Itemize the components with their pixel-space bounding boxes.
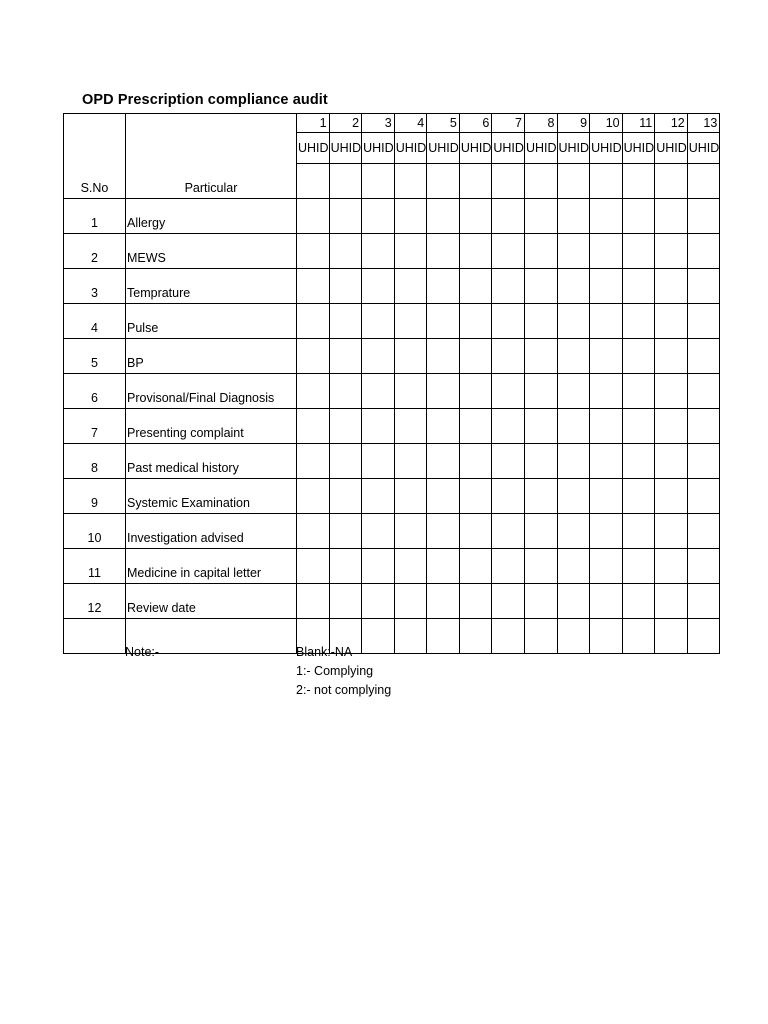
header-entry-cell (362, 164, 395, 199)
note-line: 2:- not complying (296, 683, 392, 697)
audit-entry-cell[interactable] (297, 303, 330, 338)
audit-entry-cell[interactable] (362, 513, 395, 548)
uhid-label-cell: UHID (590, 133, 623, 164)
audit-entry-cell[interactable] (329, 513, 362, 548)
audit-entry-cell[interactable] (394, 583, 427, 618)
patient-number-cell: 7 (492, 114, 525, 133)
audit-entry-cell[interactable] (459, 513, 492, 548)
note-line: 1:- Complying (296, 664, 374, 678)
audit-entry-cell[interactable] (492, 443, 525, 478)
table-row (64, 373, 720, 408)
audit-entry-cell[interactable] (590, 268, 623, 303)
audit-entry-cell[interactable] (329, 548, 362, 583)
uhid-label-cell: UHID (622, 133, 655, 164)
audit-entry-cell[interactable] (394, 548, 427, 583)
audit-entry-cell[interactable] (329, 583, 362, 618)
audit-entry-cell[interactable] (590, 373, 623, 408)
table-row (64, 478, 720, 513)
sno-cell: 9 (64, 478, 126, 513)
audit-entry-cell[interactable] (329, 233, 362, 268)
table-row (64, 303, 720, 338)
particular-header: Particular (126, 164, 297, 199)
audit-table (63, 113, 720, 654)
audit-entry-cell[interactable] (427, 618, 460, 653)
audit-entry-cell[interactable] (362, 618, 395, 653)
audit-entry-cell[interactable] (687, 338, 720, 373)
audit-entry-cell[interactable] (557, 373, 590, 408)
audit-entry-cell[interactable] (524, 548, 557, 583)
particular-cell: Temprature (126, 268, 297, 303)
particular-cell: Allergy (126, 198, 297, 233)
audit-entry-cell[interactable] (524, 303, 557, 338)
audit-entry-cell[interactable] (590, 303, 623, 338)
audit-entry-cell[interactable] (524, 373, 557, 408)
sno-cell: 5 (64, 338, 126, 373)
audit-entry-cell[interactable] (362, 303, 395, 338)
audit-entry-cell[interactable] (427, 303, 460, 338)
audit-entry-cell[interactable] (655, 408, 688, 443)
patient-number-row (64, 114, 720, 133)
header-entry-cell (590, 164, 623, 199)
audit-entry-cell[interactable] (557, 268, 590, 303)
table-row (64, 338, 720, 373)
audit-entry-cell[interactable] (622, 338, 655, 373)
audit-entry-cell[interactable] (492, 583, 525, 618)
uhid-label-cell: UHID (362, 133, 395, 164)
audit-entry-cell[interactable] (362, 338, 395, 373)
audit-entry-cell[interactable] (622, 618, 655, 653)
audit-entry-cell[interactable] (459, 618, 492, 653)
uhid-label-cell: UHID (427, 133, 460, 164)
particular-cell: Medicine in capital letter (126, 548, 297, 583)
audit-entry-cell[interactable] (622, 373, 655, 408)
audit-entry-cell[interactable] (362, 583, 395, 618)
header-entry-cell (655, 164, 688, 199)
audit-entry-cell[interactable] (459, 548, 492, 583)
audit-entry-cell[interactable] (557, 338, 590, 373)
audit-entry-cell[interactable] (687, 478, 720, 513)
uhid-label-cell: UHID (524, 133, 557, 164)
audit-entry-cell[interactable] (590, 513, 623, 548)
patient-number-cell: 4 (394, 114, 427, 133)
sno-cell: 8 (64, 443, 126, 478)
uhid-row (64, 133, 720, 164)
audit-entry-cell[interactable] (427, 513, 460, 548)
patient-number-cell: 10 (590, 114, 623, 133)
audit-entry-cell[interactable] (590, 408, 623, 443)
header-entry-cell (459, 164, 492, 199)
audit-entry-cell[interactable] (427, 478, 460, 513)
audit-entry-cell[interactable] (459, 478, 492, 513)
audit-entry-cell[interactable] (459, 443, 492, 478)
patient-number-cell: 13 (687, 114, 720, 133)
audit-entry-cell[interactable] (297, 583, 330, 618)
audit-entry-cell[interactable] (394, 618, 427, 653)
audit-entry-cell[interactable] (687, 373, 720, 408)
sno-cell (64, 618, 126, 653)
audit-entry-cell[interactable] (557, 618, 590, 653)
audit-entry-cell[interactable] (492, 513, 525, 548)
audit-entry-cell[interactable] (557, 513, 590, 548)
table-row (64, 583, 720, 618)
audit-entry-cell[interactable] (655, 583, 688, 618)
audit-entry-cell[interactable] (590, 443, 623, 478)
uhid-label-cell: UHID (459, 133, 492, 164)
audit-entry-cell[interactable] (427, 233, 460, 268)
audit-entry-cell[interactable] (590, 583, 623, 618)
particular-cell: MEWS (126, 233, 297, 268)
header-entry-cell (492, 164, 525, 199)
audit-entry-cell[interactable] (297, 338, 330, 373)
audit-entry-cell[interactable] (459, 303, 492, 338)
audit-entry-cell[interactable] (329, 268, 362, 303)
audit-entry-cell[interactable] (557, 408, 590, 443)
sno-cell: 7 (64, 408, 126, 443)
audit-entry-cell[interactable] (492, 548, 525, 583)
particular-header-spacer (126, 114, 297, 133)
audit-entry-cell[interactable] (687, 583, 720, 618)
audit-entry-cell[interactable] (394, 233, 427, 268)
audit-entry-cell[interactable] (297, 373, 330, 408)
patient-number-cell: 3 (362, 114, 395, 133)
audit-entry-cell[interactable] (492, 338, 525, 373)
audit-entry-cell[interactable] (622, 443, 655, 478)
audit-entry-cell[interactable] (394, 443, 427, 478)
audit-entry-cell[interactable] (655, 303, 688, 338)
uhid-label-cell: UHID (329, 133, 362, 164)
audit-entry-cell[interactable] (362, 408, 395, 443)
particular-cell: Provisonal/Final Diagnosis (126, 373, 297, 408)
audit-entry-cell[interactable] (687, 548, 720, 583)
audit-entry-cell[interactable] (394, 373, 427, 408)
audit-entry-cell[interactable] (687, 268, 720, 303)
header-entry-cell (297, 164, 330, 199)
particular-cell: Past medical history (126, 443, 297, 478)
audit-entry-cell[interactable] (524, 198, 557, 233)
sno-cell: 2 (64, 233, 126, 268)
audit-entry-cell[interactable] (524, 268, 557, 303)
audit-entry-cell[interactable] (362, 443, 395, 478)
page-title: OPD Prescription compliance audit (82, 92, 328, 108)
patient-number-cell: 5 (427, 114, 460, 133)
audit-entry-cell[interactable] (524, 338, 557, 373)
audit-entry-cell[interactable] (394, 408, 427, 443)
audit-entry-cell[interactable] (459, 233, 492, 268)
audit-entry-cell[interactable] (622, 268, 655, 303)
header-entry-cell (524, 164, 557, 199)
audit-entry-cell[interactable] (655, 478, 688, 513)
audit-entry-cell[interactable] (492, 198, 525, 233)
sno-header-spacer (64, 114, 126, 133)
audit-entry-cell[interactable] (524, 478, 557, 513)
audit-entry-cell[interactable] (655, 373, 688, 408)
audit-entry-cell[interactable] (329, 443, 362, 478)
header-entry-cell (687, 164, 720, 199)
audit-entry-cell[interactable] (394, 513, 427, 548)
audit-entry-cell[interactable] (524, 513, 557, 548)
audit-entry-cell[interactable] (622, 583, 655, 618)
audit-entry-cell[interactable] (459, 198, 492, 233)
sno-cell: 4 (64, 303, 126, 338)
audit-entry-cell[interactable] (297, 408, 330, 443)
sno-cell: 3 (64, 268, 126, 303)
audit-entry-cell[interactable] (362, 478, 395, 513)
patient-number-cell: 8 (524, 114, 557, 133)
patient-number-cell: 12 (655, 114, 688, 133)
audit-entry-cell[interactable] (687, 198, 720, 233)
audit-entry-cell[interactable] (590, 338, 623, 373)
audit-entry-cell[interactable] (297, 268, 330, 303)
note-line: Blank:-NA (296, 645, 353, 659)
audit-entry-cell[interactable] (590, 618, 623, 653)
particular-header-spacer (126, 133, 297, 164)
table-row (64, 268, 720, 303)
audit-entry-cell[interactable] (297, 478, 330, 513)
audit-entry-cell[interactable] (557, 583, 590, 618)
column-header-row (64, 164, 720, 199)
audit-entry-cell[interactable] (394, 478, 427, 513)
audit-entry-cell[interactable] (492, 268, 525, 303)
audit-entry-cell[interactable] (622, 408, 655, 443)
patient-number-cell: 1 (297, 114, 330, 133)
audit-entry-cell[interactable] (557, 478, 590, 513)
particular-cell: BP (126, 338, 297, 373)
audit-entry-cell[interactable] (492, 618, 525, 653)
header-entry-cell (622, 164, 655, 199)
audit-entry-cell[interactable] (655, 338, 688, 373)
audit-entry-cell[interactable] (427, 268, 460, 303)
audit-entry-cell[interactable] (492, 233, 525, 268)
audit-entry-cell[interactable] (622, 548, 655, 583)
audit-entry-cell[interactable] (655, 233, 688, 268)
table-row (64, 198, 720, 233)
audit-entry-cell[interactable] (297, 548, 330, 583)
audit-entry-cell[interactable] (557, 198, 590, 233)
audit-entry-cell[interactable] (557, 303, 590, 338)
audit-entry-cell[interactable] (557, 233, 590, 268)
audit-entry-cell[interactable] (655, 618, 688, 653)
audit-entry-cell[interactable] (394, 303, 427, 338)
particular-cell: Systemic Examination (126, 478, 297, 513)
audit-entry-cell[interactable] (622, 303, 655, 338)
audit-entry-cell[interactable] (492, 408, 525, 443)
audit-entry-cell[interactable] (622, 233, 655, 268)
audit-entry-cell[interactable] (655, 268, 688, 303)
audit-entry-cell[interactable] (297, 443, 330, 478)
sno-header: S.No (64, 164, 126, 199)
audit-entry-cell[interactable] (687, 443, 720, 478)
audit-entry-cell[interactable] (362, 373, 395, 408)
table-row (64, 233, 720, 268)
sno-cell: 6 (64, 373, 126, 408)
audit-entry-cell[interactable] (427, 408, 460, 443)
uhid-label-cell: UHID (492, 133, 525, 164)
audit-entry-cell[interactable] (524, 618, 557, 653)
header-entry-cell (394, 164, 427, 199)
audit-entry-cell[interactable] (492, 478, 525, 513)
audit-entry-cell[interactable] (329, 338, 362, 373)
audit-entry-cell[interactable] (655, 198, 688, 233)
patient-number-cell: 6 (459, 114, 492, 133)
audit-entry-cell[interactable] (427, 548, 460, 583)
audit-entry-cell[interactable] (329, 373, 362, 408)
audit-entry-cell[interactable] (557, 443, 590, 478)
audit-entry-cell[interactable] (427, 443, 460, 478)
audit-entry-cell[interactable] (687, 408, 720, 443)
header-entry-cell (329, 164, 362, 199)
audit-entry-cell[interactable] (622, 478, 655, 513)
audit-entry-cell[interactable] (362, 233, 395, 268)
audit-entry-cell[interactable] (362, 268, 395, 303)
uhid-label-cell: UHID (297, 133, 330, 164)
audit-entry-cell[interactable] (459, 583, 492, 618)
table-row (64, 513, 720, 548)
audit-entry-cell[interactable] (590, 478, 623, 513)
audit-entry-cell[interactable] (590, 198, 623, 233)
particular-cell: Review date (126, 583, 297, 618)
uhid-label-cell: UHID (394, 133, 427, 164)
audit-entry-cell[interactable] (329, 303, 362, 338)
audit-entry-cell[interactable] (687, 513, 720, 548)
audit-entry-cell[interactable] (590, 233, 623, 268)
uhid-label-cell: UHID (557, 133, 590, 164)
audit-entry-cell[interactable] (394, 268, 427, 303)
audit-entry-cell[interactable] (459, 338, 492, 373)
audit-entry-cell[interactable] (329, 408, 362, 443)
audit-entry-cell[interactable] (427, 373, 460, 408)
header-entry-cell (427, 164, 460, 199)
audit-entry-cell[interactable] (492, 373, 525, 408)
table-row (64, 548, 720, 583)
audit-entry-cell[interactable] (394, 338, 427, 373)
audit-entry-cell[interactable] (459, 268, 492, 303)
particular-cell: Investigation advised (126, 513, 297, 548)
audit-entry-cell[interactable] (687, 303, 720, 338)
audit-entry-cell[interactable] (622, 513, 655, 548)
audit-entry-cell[interactable] (427, 198, 460, 233)
audit-entry-cell[interactable] (297, 233, 330, 268)
uhid-label-cell: UHID (655, 133, 688, 164)
sno-cell: 11 (64, 548, 126, 583)
audit-entry-cell[interactable] (329, 478, 362, 513)
audit-entry-cell[interactable] (687, 233, 720, 268)
table-row (64, 408, 720, 443)
table-row (64, 443, 720, 478)
audit-entry-cell[interactable] (362, 548, 395, 583)
audit-entry-cell[interactable] (655, 548, 688, 583)
sno-header-spacer (64, 133, 126, 164)
particular-cell: Pulse (126, 303, 297, 338)
audit-entry-cell[interactable] (622, 198, 655, 233)
audit-entry-cell[interactable] (459, 373, 492, 408)
patient-number-cell: 9 (557, 114, 590, 133)
particular-cell: Presenting complaint (126, 408, 297, 443)
audit-entry-cell[interactable] (297, 513, 330, 548)
audit-entry-cell[interactable] (687, 618, 720, 653)
audit-entry-cell[interactable] (524, 443, 557, 478)
audit-entry-cell[interactable] (524, 233, 557, 268)
audit-entry-cell[interactable] (655, 513, 688, 548)
sno-cell: 12 (64, 583, 126, 618)
audit-entry-cell[interactable] (492, 303, 525, 338)
audit-entry-cell[interactable] (655, 443, 688, 478)
audit-entry-cell[interactable] (427, 583, 460, 618)
sno-cell: 10 (64, 513, 126, 548)
audit-entry-cell[interactable] (459, 408, 492, 443)
audit-entry-cell[interactable] (524, 583, 557, 618)
audit-entry-cell[interactable] (524, 408, 557, 443)
uhid-label-cell: UHID (687, 133, 720, 164)
audit-entry-cell[interactable] (427, 338, 460, 373)
patient-number-cell: 2 (329, 114, 362, 133)
audit-entry-cell[interactable] (362, 198, 395, 233)
header-entry-cell (557, 164, 590, 199)
audit-entry-cell[interactable] (297, 198, 330, 233)
patient-number-cell: 11 (622, 114, 655, 133)
audit-entry-cell[interactable] (557, 548, 590, 583)
audit-entry-cell[interactable] (590, 548, 623, 583)
table-row (64, 618, 720, 653)
audit-entry-cell[interactable] (329, 198, 362, 233)
note-label: Note:- (125, 645, 160, 659)
audit-entry-cell[interactable] (394, 198, 427, 233)
sno-cell: 1 (64, 198, 126, 233)
